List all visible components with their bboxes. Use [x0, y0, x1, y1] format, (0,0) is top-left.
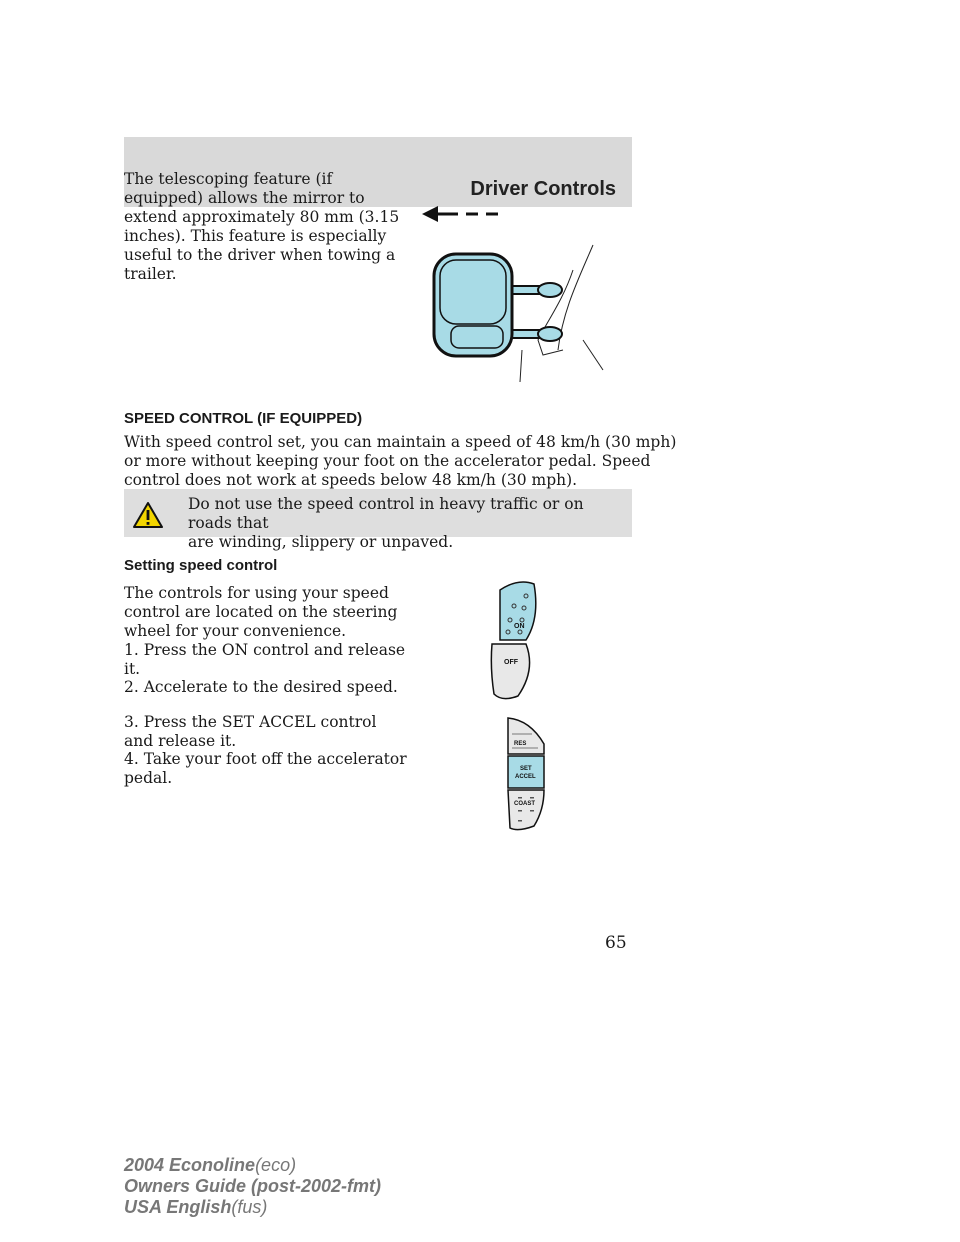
set-accel-control-illustration: [500, 710, 560, 834]
set-button-label: SET: [520, 766, 532, 772]
telescoping-mirror-illustration: [418, 200, 608, 385]
speed-control-heading: SPEED CONTROL (IF EQUIPPED): [124, 410, 363, 427]
on-button-label: ON: [514, 623, 525, 630]
footer-line-1: 2004 Econoline(eco): [124, 1155, 297, 1175]
warning-box: [124, 489, 632, 551]
footer-line-3: USA English(fus): [124, 1197, 268, 1217]
footer-line-2: Owners Guide (post-2002-fmt): [124, 1176, 382, 1196]
setting-intro: The controls for using your speed control are located on the steering wheel for your convenience.: [124, 584, 398, 640]
step-1: 1. Press the ON control and release it.: [124, 641, 406, 678]
section-title: Driver Controls: [470, 178, 616, 200]
footer: [124, 1155, 381, 1218]
speed-control-intro: With speed control set, you can maintain a speed of 48 km/h (30 mph) or more without keeping your foot on the accelerator pedal. Speed control does not work at speeds below 48 km/h (30 mph).: [124, 433, 677, 489]
page-number: 65: [605, 933, 627, 953]
on-off-control-illustration: [488, 578, 548, 702]
warning-triangle-icon: [132, 501, 164, 529]
mirror-paragraph: The telescoping feature (if equipped) allows the mirror to extend approximately 80 mm (3.15 inches). This feature is especially useful to the driver when towing a trailer.: [124, 170, 400, 283]
coast-button-label: COAST: [514, 801, 535, 807]
accel-button-label: ACCEL: [515, 774, 536, 780]
res-button-label: RES: [514, 741, 527, 747]
off-button-label: OFF: [504, 659, 518, 666]
setting-speed-control-heading: Setting speed control: [124, 557, 278, 574]
telescope-arrow-icon: [422, 206, 498, 222]
step-3: 3. Press the SET ACCEL control and release it.: [124, 713, 377, 750]
step-2: 2. Accelerate to the desired speed.: [124, 678, 398, 696]
warning-text: Do not use the speed control in heavy traffic or on roads that are winding, slippery or unpaved.: [188, 495, 584, 551]
step-4: 4. Take your foot off the accelerator pedal.: [124, 750, 407, 787]
